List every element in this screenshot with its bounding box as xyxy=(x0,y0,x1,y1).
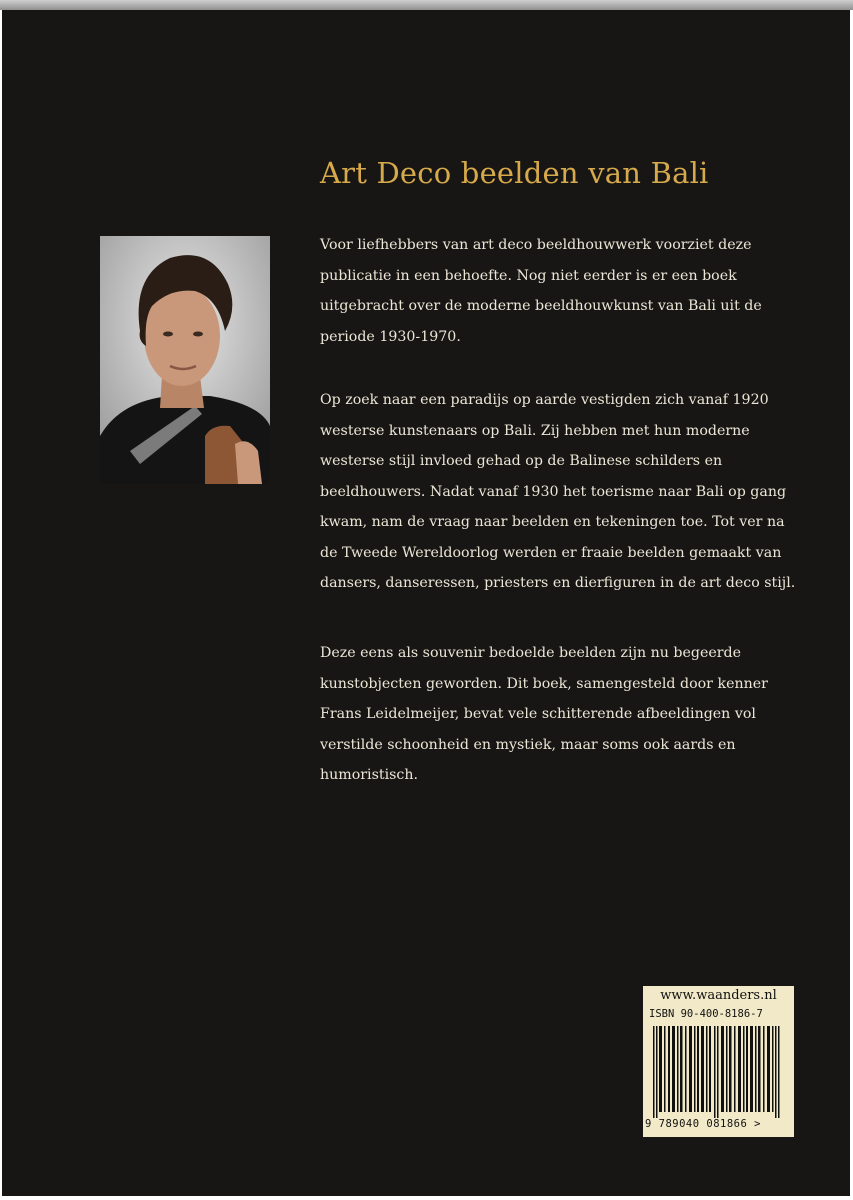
publisher-url: www.waanders.nl xyxy=(660,988,777,1003)
book-title: Art Deco beelden van Bali xyxy=(320,156,709,190)
barcode-icon xyxy=(647,1026,790,1118)
intro-paragraph: Voor liefhebbers van art deco beeldhouwwerk voorziet deze publicatie in een behoefte. Nog niet eerder is er een boek uitgebracht over de moderne beeldhouwkunst van Bali uit de periode 1930-1970. xyxy=(320,237,762,345)
isbn-text: ISBN 90-400-8186-7 xyxy=(649,1008,763,1020)
history-paragraph: Op zoek naar een paradijs op aarde vestigden zich vanaf 1920 westerse kunstenaars op Bali. Zij hebben met hun moderne westerse stijl invloed gehad op de Balinese schilders en beeldhouwers. Nadat vanaf 1930 het toerisme naar Bali op gang kwam, nam de vraag naar beelden en tekeningen toe. Tot ver na de Tweede Wereldoorlog werden er fraaie beelden gemaakt van dansers, danseressen, priesters en dierfiguren in de art deco stijl. xyxy=(320,392,796,591)
cover-top-edge xyxy=(0,0,853,10)
author-portrait xyxy=(100,236,270,484)
summary-paragraph: Deze eens als souvenir bedoelde beelden zijn nu begeerde kunstobjecten geworden. Dit boek, samengesteld door kenner Frans Leidelmeijer, bevat vele schitterende afbeeldingen vol verstilde schoonheid en mystiek, maar soms ook aards en humoristisch. xyxy=(320,645,768,783)
barcode-label xyxy=(643,986,794,1137)
ean-number: 9 789040 081866 > xyxy=(645,1118,761,1130)
